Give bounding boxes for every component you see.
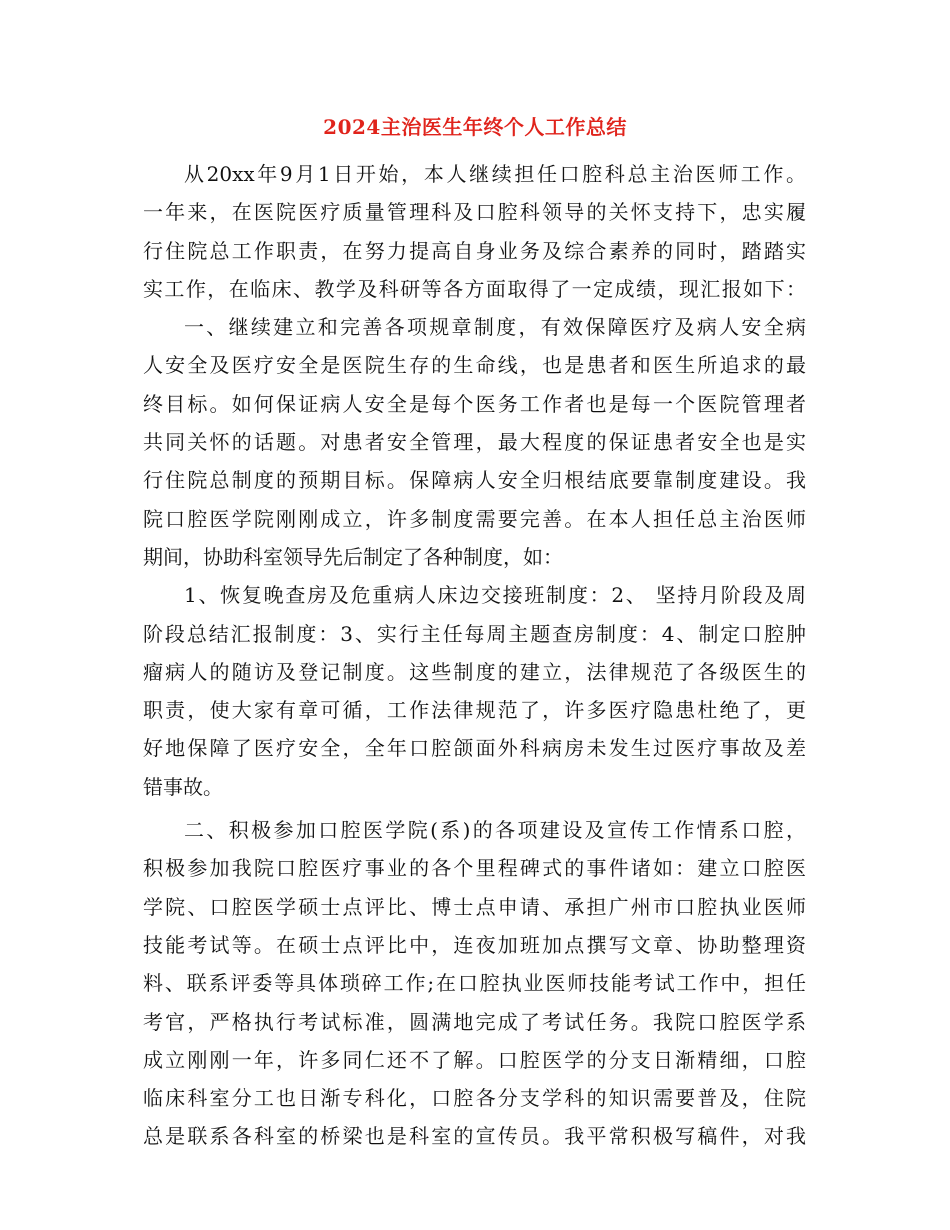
- paragraph-line: 从20xx年9月1日开始，本人继续担任口腔科总主治医师工作。: [184, 162, 806, 186]
- paragraph-line: 考官，严格执行考试标准，圆满地完成了考试任务。我院口腔医学系: [143, 1009, 806, 1034]
- paragraph-line: 共同关怀的话题。对患者安全管理，最大程度的保证患者安全也是实: [143, 430, 806, 455]
- paragraph-line: 行住院总制度的预期目标。保障病人安全归根结底要靠制度建设。我: [143, 468, 806, 493]
- paragraph-line: 总是联系各科室的桥梁也是科室的宣传员。我平常积极写稿件，对我: [143, 1124, 806, 1149]
- paragraph-line: 积极参加我院口腔医疗事业的各个里程碑式的事件诸如：建立口腔医: [143, 856, 806, 881]
- paragraph-line: 终目标。如何保证病人安全是每个医务工作者也是每一个医院管理者: [143, 391, 806, 416]
- document-title: 2024主治医生年终个人工作总结: [323, 115, 627, 139]
- paragraph-line: 错事故。: [143, 774, 223, 799]
- paragraph-line: 一年来，在医院医疗质量管理科及口腔科领导的关怀支持下，忠实履: [143, 200, 806, 225]
- paragraph-line: 职责，使大家有章可循，工作法律规范了，许多医疗隐患杜绝了，更: [143, 698, 806, 723]
- paragraph-line: 好地保障了医疗安全，全年口腔颌面外科病房未发生过医疗事故及差: [143, 736, 806, 761]
- paragraph-line: 院口腔医学院刚刚成立，许多制度需要完善。在本人担任总主治医师: [143, 506, 806, 531]
- paragraph-line: 瘤病人的随访及登记制度。这些制度的建立，法律规范了各级医生的: [143, 659, 806, 684]
- paragraph-line: 料、联系评委等具体琐碎工作;在口腔执业医师技能考试工作中，担任: [143, 971, 806, 996]
- paragraph-line: 技能考试等。在硕士点评比中，连夜加班加点撰写文章、协助整理资: [143, 932, 806, 957]
- document-body: [143, 155, 806, 1156]
- paragraph-line: 阶段总结汇报制度：3、实行主任每周主题查房制度：4、制定口腔肿: [143, 621, 806, 646]
- paragraph-line: 二、积极参加口腔医学院(系)的各项建设及宣传工作情系口腔，: [184, 818, 806, 843]
- paragraph-line: 一、继续建立和完善各项规章制度，有效保障医疗及病人安全病: [184, 315, 806, 340]
- paragraph-line: 成立刚刚一年，许多同仁还不了解。口腔医学的分支日渐精细，口腔: [143, 1047, 806, 1072]
- paragraph-line: 1、恢复晚查房及危重病人床边交接班制度：2、 坚持月阶段及周: [184, 583, 806, 608]
- paragraph-line: 实工作，在临床、教学及科研等各方面取得了一定成绩，现汇报如下：: [143, 276, 806, 301]
- paragraph-line: 行住院总工作职责，在努力提高自身业务及综合素养的同时，踏踏实: [143, 238, 806, 263]
- paragraph-line: 学院、口腔医学硕士点评比、博士点申请、承担广州市口腔执业医师: [143, 894, 806, 919]
- paragraph-line: 临床科室分工也日渐专科化，口腔各分支学科的知识需要普及，住院: [143, 1086, 806, 1111]
- paragraph-line: 期间，协助科室领导先后制定了各种制度，如：: [143, 544, 563, 569]
- paragraph-line: 人安全及医疗安全是医院生存的生命线，也是患者和医生所追求的最: [143, 353, 806, 378]
